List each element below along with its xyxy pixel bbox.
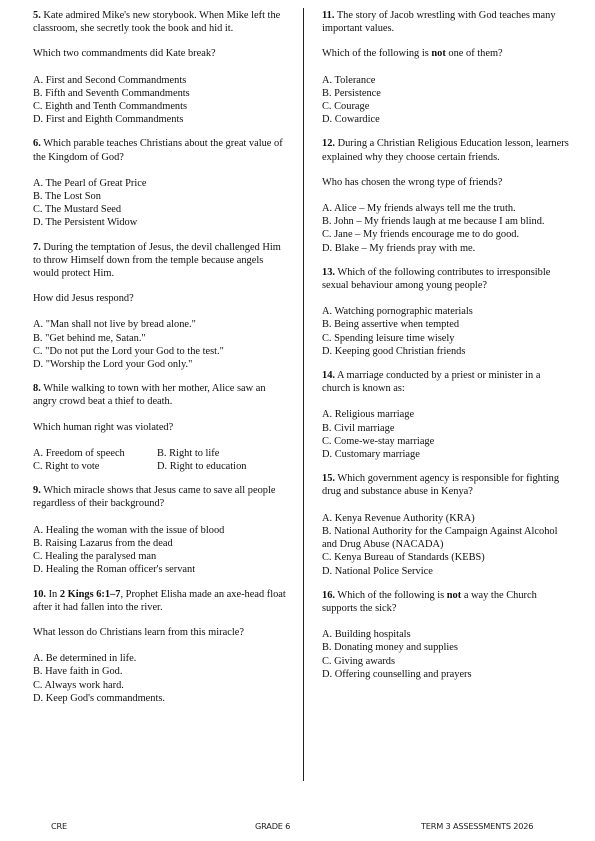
question-stem: 10. In 2 Kings 6:1–7, Prophet Elisha made an axe-head float after it had fallen into the river.	[33, 588, 286, 613]
option-c[interactable]: C. Right to vote	[33, 461, 100, 473]
option-a[interactable]: A. The Pearl of Great Price	[33, 177, 147, 189]
options-list	[322, 74, 570, 127]
options-list	[322, 628, 570, 681]
options-list	[33, 177, 286, 230]
option-c[interactable]: C. "Do not put the Lord your God to the test."	[33, 345, 224, 357]
option-d[interactable]: D. The Persistent Widow	[33, 217, 138, 229]
question-prompt: Who has chosen the wrong type of friends?	[322, 176, 503, 188]
option-b[interactable]: B. Fifth and Seventh Commandments	[33, 87, 190, 99]
option-d[interactable]: D. Blake – My friends pray with me.	[322, 242, 476, 254]
option-a[interactable]: A. "Man shall not live by bread alone."	[33, 319, 196, 331]
left-column	[33, 9, 286, 705]
question-number: 11.	[322, 10, 335, 21]
question-stem: 9. Which miracle shows that Jesus came to save all people regardless of their background?	[33, 485, 276, 510]
option-d[interactable]: D. Offering counselling and prayers	[322, 668, 472, 680]
option-d[interactable]: D. Keeping good Christian friends	[322, 345, 466, 357]
question-number: 8.	[33, 383, 41, 395]
option-c[interactable]: C. Come-we-stay marriage	[322, 435, 435, 447]
option-b[interactable]: B. The Lost Son	[33, 191, 101, 203]
option-b[interactable]: B. Right to life	[157, 447, 220, 459]
column-divider	[303, 8, 304, 781]
option-c[interactable]: C. Healing the paralysed man	[33, 551, 157, 563]
question-stem: 13. Which of the following contributes to irresponsible sexual behaviour among young people?	[322, 266, 551, 292]
question-13	[322, 266, 570, 358]
option-a[interactable]: A. Tolerance	[322, 74, 376, 86]
options-list	[322, 512, 570, 578]
option-b[interactable]: B. Persistence	[322, 87, 381, 99]
options-list	[33, 318, 286, 371]
question-stem: 11. The story of Jacob wrestling with God teaches many important values.	[322, 10, 556, 35]
footer-term: TERM 3 ASSESSMENTS 2026	[421, 821, 534, 831]
question-prompt: What lesson do Christians learn from this miracle?	[33, 626, 244, 638]
question-stem: 16. Which of the following is not a way the Church supports the sick?	[322, 589, 537, 614]
option-d[interactable]: D. Keep God's commandments.	[33, 692, 166, 704]
question-12	[322, 137, 570, 254]
option-c[interactable]: C. The Mustard Seed	[33, 204, 122, 216]
option-b[interactable]: B. Donating money and supplies	[322, 642, 458, 654]
option-d[interactable]: D. Healing the Roman officer's servant	[33, 564, 196, 576]
option-c[interactable]: C. Courage	[322, 101, 370, 113]
question-stem: 6. Which parable teaches Christians about the great value of the Kingdom of God?	[33, 138, 283, 163]
options-grid	[33, 447, 286, 473]
question-5	[33, 9, 286, 126]
option-d[interactable]: D. Cowardice	[322, 114, 380, 126]
question-number: 5.	[33, 10, 41, 21]
option-a[interactable]: A. Healing the woman with the issue of blood	[33, 524, 225, 536]
question-prompt: Which of the following is not one of them?	[322, 48, 503, 60]
option-c[interactable]: C. Eighth and Tenth Commandments	[33, 101, 188, 113]
option-d[interactable]: D. National Police Service	[322, 565, 433, 577]
footer-grade: GRADE 6	[255, 821, 291, 831]
option-a[interactable]: A. Alice – My friends always tell me the truth.	[322, 203, 516, 215]
options-list	[322, 408, 570, 461]
option-c[interactable]: C. Always work hard.	[33, 679, 124, 691]
option-a[interactable]: A. Religious marriage	[322, 409, 415, 421]
question-7	[33, 241, 286, 372]
question-16	[322, 589, 570, 681]
options-list	[322, 305, 570, 358]
question-number: 16.	[322, 589, 335, 601]
question-6	[33, 137, 286, 229]
question-14	[322, 369, 570, 461]
option-d[interactable]: D. Customary marriage	[322, 449, 420, 461]
right-column	[322, 9, 570, 681]
question-8	[33, 382, 286, 473]
question-15	[322, 472, 570, 577]
question-number: 9.	[33, 485, 41, 497]
question-prompt: How did Jesus respond?	[33, 293, 134, 305]
option-a[interactable]: A. Be determined in life.	[33, 653, 137, 665]
question-prompt: Which two commandments did Kate break?	[33, 48, 216, 60]
option-b[interactable]: B. "Get behind me, Satan."	[33, 332, 146, 344]
option-b[interactable]: B. John – My friends laugh at me because I am blind.	[322, 216, 545, 228]
question-number: 10.	[33, 588, 46, 600]
option-a[interactable]: A. Kenya Revenue Authority (KRA)	[322, 512, 475, 524]
option-a[interactable]: A. Watching pornographic materials	[322, 306, 473, 318]
option-b[interactable]: B. Civil marriage	[322, 422, 395, 434]
option-b[interactable]: B. Being assertive when tempted	[322, 319, 460, 331]
option-c[interactable]: C. Spending leisure time wisely	[322, 332, 455, 344]
question-11	[322, 9, 570, 126]
option-d[interactable]: D. Right to education	[157, 461, 247, 473]
question-9	[33, 484, 286, 576]
option-a[interactable]: A. First and Second Commandments	[33, 74, 187, 86]
question-stem: 5. Kate admired Mike's new storybook. When Mike left the classroom, she secretly took the book and hid it.	[33, 10, 281, 35]
question-prompt: Which human right was violated?	[33, 421, 174, 433]
question-number: 14.	[322, 370, 335, 382]
question-stem: 12. During a Christian Religious Education lesson, learners explained why they choose certain friends.	[322, 138, 569, 163]
option-b[interactable]: B. Have faith in God.	[33, 666, 123, 678]
bible-reference: 2 Kings 6:1–7	[59, 588, 121, 600]
question-stem: 7. During the temptation of Jesus, the devil challenged Him to throw Himself down from the temple because angels would protect Him.	[33, 241, 281, 280]
question-number: 12.	[322, 138, 335, 150]
question-number: 15.	[322, 473, 335, 485]
option-a[interactable]: A. Building hospitals	[322, 629, 411, 641]
option-c[interactable]: C. Kenya Bureau of Standards (KEBS)	[322, 552, 485, 564]
question-number: 6.	[33, 138, 41, 150]
option-b[interactable]: B. National Authority for the Campaign Against Alcohol and Drug Abuse (NACADA)	[322, 525, 558, 551]
footer-subject: CRE	[51, 821, 67, 831]
question-number: 13.	[322, 266, 335, 278]
options-list	[322, 202, 570, 255]
option-b[interactable]: B. Raising Lazarus from the dead	[33, 537, 173, 549]
question-stem: 14. A marriage conducted by a priest or minister in a church is known as:	[322, 370, 541, 395]
question-stem: 8. While walking to town with her mother, Alice saw an angry crowd beat a thief to death.	[33, 383, 266, 408]
question-number: 7.	[33, 241, 41, 253]
options-list	[33, 524, 286, 577]
option-c[interactable]: C. Jane – My friends encourage me to do good.	[322, 229, 520, 241]
question-stem: 15. Which government agency is responsible for fighting drug and substance abuse in Kenya?	[322, 473, 560, 498]
option-d[interactable]: D. "Worship the Lord your God only."	[33, 359, 193, 371]
options-list	[33, 652, 286, 705]
option-a[interactable]: A. Freedom of speech	[33, 447, 125, 459]
option-d[interactable]: D. First and Eighth Commandments	[33, 114, 184, 126]
options-list	[33, 74, 286, 127]
question-10	[33, 588, 286, 705]
option-c[interactable]: C. Giving awards	[322, 655, 396, 667]
